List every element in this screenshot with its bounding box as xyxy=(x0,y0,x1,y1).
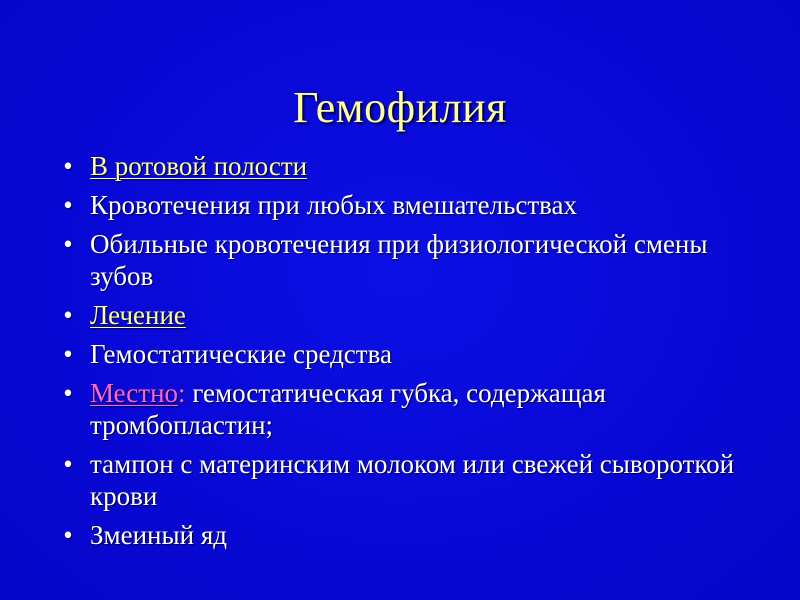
bullet-icon: • xyxy=(63,190,73,220)
local-label: Местно xyxy=(90,378,179,408)
bullet-text: гемостатическая губка, содержащая тромбопластин; xyxy=(90,378,606,440)
bullet-text: Кровотечения при любых вмешательствах xyxy=(90,190,578,220)
bullet-icon: • xyxy=(63,449,73,479)
bullet-text: Змеиный яд xyxy=(90,520,227,550)
local-label-colon: : xyxy=(178,378,186,408)
bullet-item-teeth-change xyxy=(58,228,758,292)
bullet-text: Обильные кровотечения при физиологической смены зубов xyxy=(90,229,708,291)
bullet-icon: • xyxy=(63,378,73,408)
bullet-list xyxy=(58,150,758,558)
bullet-item-treatment xyxy=(58,299,758,331)
bullet-item-hemostatic-agents xyxy=(58,338,758,370)
slide-title: Гемофилия xyxy=(293,83,507,132)
bullet-item-snake-venom xyxy=(58,519,758,551)
bullet-item-tampon xyxy=(58,448,758,512)
section-heading-oral-cavity: В ротовой полости xyxy=(90,151,308,181)
section-heading-treatment: Лечение xyxy=(90,300,186,330)
bullet-icon: • xyxy=(63,151,73,181)
bullet-item-bleeding xyxy=(58,189,758,221)
bullet-icon: • xyxy=(63,339,73,369)
bullet-text: тампон с материнским молоком или свежей сывороткой крови xyxy=(90,449,735,511)
bullet-item-oral-cavity xyxy=(58,150,758,182)
bullet-icon: • xyxy=(63,300,73,330)
bullet-icon: • xyxy=(63,520,73,550)
bullet-item-local xyxy=(58,377,758,441)
bullet-icon: • xyxy=(63,229,73,259)
bullet-text: Гемостатические средства xyxy=(90,339,392,369)
